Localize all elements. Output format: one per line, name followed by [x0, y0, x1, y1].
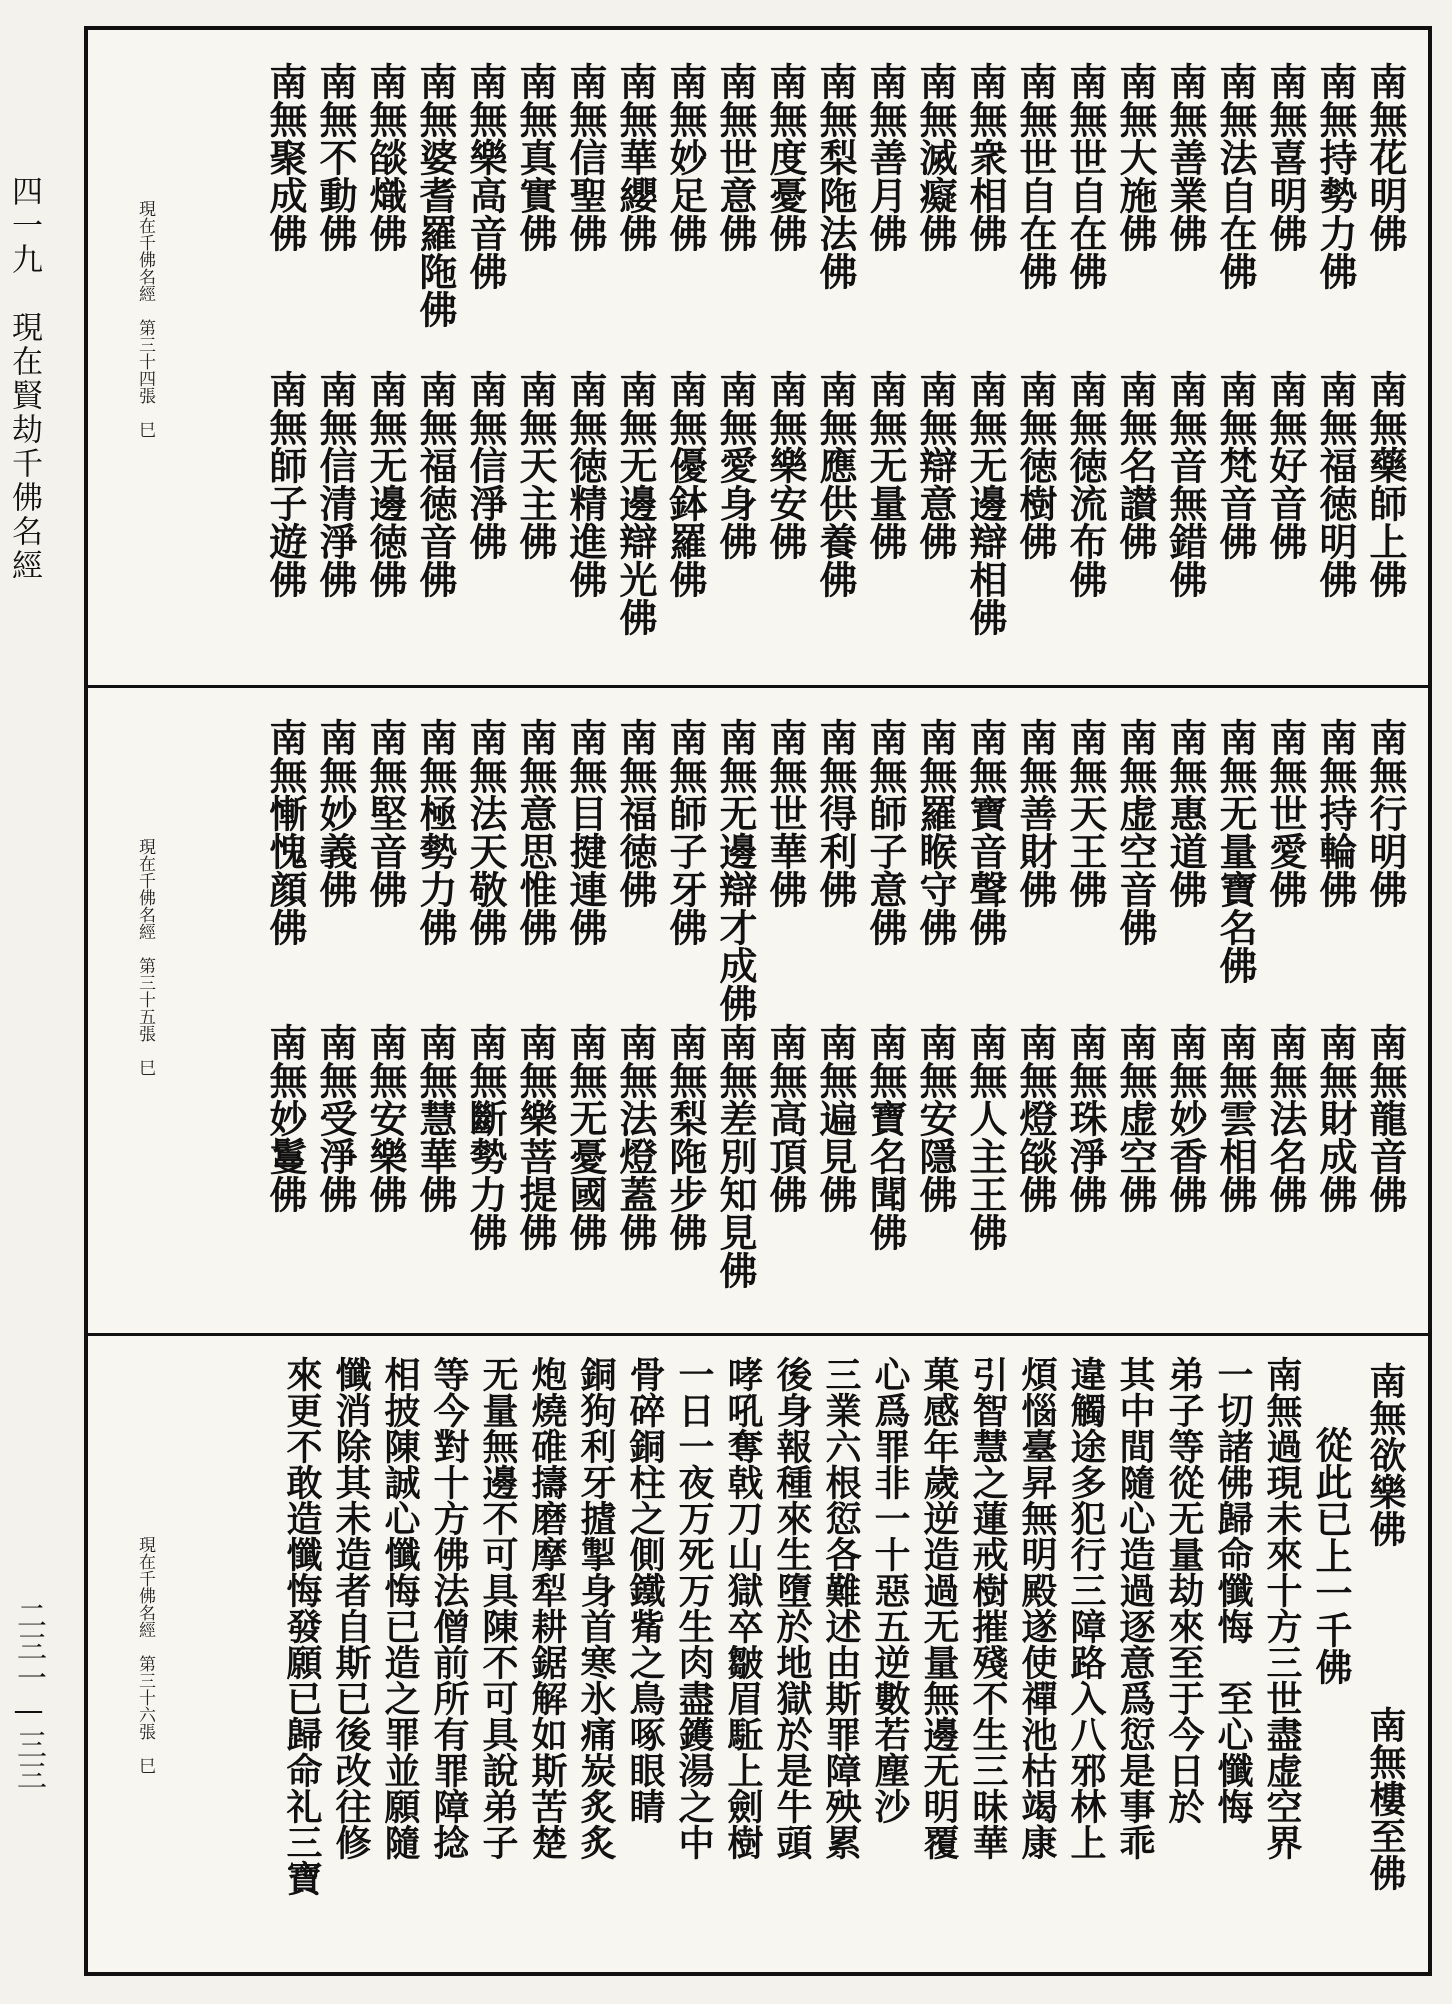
buddha-name: 南無極勢力佛 [413, 718, 458, 946]
buddha-name: 南無寶音聲佛 [963, 718, 1008, 946]
buddha-name: 南無法燈蓋佛 [613, 1023, 658, 1251]
buddha-name: 南無无量寶名佛 [1213, 718, 1258, 984]
buddha-name: 南無福徳佛 [613, 718, 658, 908]
buddha-name: 南無徳樹佛 [1013, 370, 1058, 560]
buddha-name: 南無善財佛 [1013, 718, 1058, 908]
buddha-name: 南無好音佛 [1263, 370, 1308, 560]
buddha-name: 南無財成佛 [1313, 1023, 1358, 1213]
buddha-name: 南無婆耆羅陁佛 [413, 62, 458, 328]
buddha-name: 南無滅癡佛 [913, 62, 958, 252]
buddha-name: 南無遍見佛 [813, 1023, 858, 1213]
buddha-names-upper [260, 718, 1410, 1022]
text-column: 引智慧之蓮戒樹摧殘不生三昧華 [967, 1356, 1009, 1860]
text-column: 其中間隨心造過逐意爲愆是事乖 [1114, 1356, 1156, 1860]
buddha-name: 南無應供養佛 [813, 370, 858, 598]
text-column: 骨碎銅柱之側鐵觜之鳥啄眼睛 [624, 1356, 666, 1824]
buddha-name: 南無人主王佛 [963, 1023, 1008, 1251]
buddha-name: 南無樂高音佛 [463, 62, 508, 290]
text-column: 煩惱臺昇無明殿遂使禪池枯竭康 [1016, 1356, 1058, 1860]
first-name-column-lower [1360, 1706, 1410, 1891]
buddha-name: 南無善月佛 [863, 62, 908, 252]
buddha-name: 南無安樂佛 [363, 1023, 408, 1213]
buddha-name: 南無信聖佛 [563, 62, 608, 252]
buddha-name: 南無得利佛 [813, 718, 858, 908]
buddha-name: 南無持勢力佛 [1313, 62, 1358, 290]
buddha-name: 南無法自在佛 [1213, 62, 1258, 290]
text-column: 等今對十方佛法僧前所有罪障捻 [428, 1356, 470, 1860]
buddha-name: 南無无憂國佛 [563, 1023, 608, 1251]
buddha-name: 南無衆相佛 [963, 62, 1008, 252]
buddha-name: 南無妙鬘佛 [263, 1023, 308, 1213]
buddha-name: 南無音無錯佛 [1163, 370, 1208, 598]
panel-footer: 現在千佛名經 第三十六張 巳 [135, 1536, 155, 1774]
buddha-names-upper [260, 62, 1410, 328]
buddha-name: 南無无邊辯相佛 [963, 370, 1008, 636]
buddha-name: 南無樂菩提佛 [513, 1023, 558, 1251]
buddha-name: 南無天主佛 [513, 370, 558, 560]
panel-36 [88, 1333, 1428, 1975]
buddha-name: 南無无邊徳佛 [363, 370, 408, 598]
buddha-name: 南無師子遊佛 [263, 370, 308, 598]
buddha-name: 南無意思惟佛 [513, 718, 558, 946]
buddha-name: 南無世自在佛 [1063, 62, 1108, 290]
buddha-name: 南無虚空佛 [1113, 1023, 1158, 1213]
buddha-name: 南無世自在佛 [1013, 62, 1058, 290]
buddha-name: 南無法名佛 [1263, 1023, 1308, 1213]
buddha-name: 南無名讃佛 [1113, 370, 1158, 560]
margin-sutra-title: 四一九 現在賢劫千佛名經 [6, 175, 42, 583]
text-column: 銅狗利牙摣掣身首寒氷痛炭炙炙 [575, 1356, 617, 1860]
buddha-name: 南無信清淨佛 [313, 370, 358, 598]
buddha-name: 南無樂安佛 [763, 370, 808, 560]
buddha-name: 南無受淨佛 [313, 1023, 358, 1213]
panel-35 [88, 685, 1428, 1336]
buddha-name: 南無梨陁步佛 [663, 1023, 708, 1251]
buddha-name: 南無徳流布佛 [1063, 370, 1108, 598]
buddha-name: 南無虚空音佛 [1113, 718, 1158, 946]
buddha-name: 南無行明佛 [1363, 718, 1408, 908]
buddha-name: 南無師子牙佛 [663, 718, 708, 946]
buddha-name: 南無不動佛 [313, 62, 358, 252]
buddha-name: 南無愛身佛 [713, 370, 758, 560]
buddha-name: 南無世愛佛 [1263, 718, 1308, 908]
buddha-name: 南無龍音佛 [1363, 1023, 1408, 1213]
buddha-name: 南無福徳音佛 [413, 370, 458, 598]
text-column: 炮燒碓擣磨摩犁耕鋸解如斯苦楚 [526, 1356, 568, 1860]
text-column: 懺消除其未造者自斯已後改往修 [330, 1356, 372, 1860]
buddha-name: 南無天王佛 [1063, 718, 1108, 908]
count-note: 從此已上一千佛 [1309, 1426, 1353, 1685]
text-column: 一日一夜万死万生肉盡鑊湯之中 [673, 1356, 715, 1860]
buddha-name: 南無无邊辯光佛 [613, 370, 658, 636]
buddha-name: 南無堅音佛 [363, 718, 408, 908]
buddha-name: 南無度憂佛 [763, 62, 808, 252]
margin-page-number: 二三一—三三 [11, 1600, 46, 1791]
buddha-name: 南無梨陁法佛 [813, 62, 858, 290]
buddha-name: 南無差別知見佛 [713, 1023, 758, 1289]
buddha-name: 南無无邊辯才成佛 [713, 718, 758, 1022]
buddha-name: 南無惠道佛 [1163, 718, 1208, 908]
buddha-name: 南無燈燄佛 [1013, 1023, 1058, 1213]
buddha-names-lower [260, 1023, 1410, 1289]
text-column: 來更不敢造懺悔發願已歸命礼三寶 [281, 1356, 323, 1896]
buddha-name: 南無藥師上佛 [1363, 370, 1408, 598]
buddha-name: 南無真實佛 [513, 62, 558, 252]
text-column: 弟子等從无量劫來至于今日於 [1163, 1356, 1205, 1824]
buddha-name: 南無梵音佛 [1213, 370, 1258, 560]
buddha-name: 南無信淨佛 [463, 370, 508, 560]
repentance-text [277, 1356, 1306, 1896]
buddha-name: 南無寶名聞佛 [863, 1023, 908, 1251]
buddha-name: 南無羅睺守佛 [913, 718, 958, 946]
page-frame [84, 26, 1432, 1976]
buddha-name: 南無目揵連佛 [563, 718, 608, 946]
buddha-name: 南無高頂佛 [763, 1023, 808, 1213]
buddha-name: 南無燄熾佛 [363, 62, 408, 252]
buddha-name: 南無安隱佛 [913, 1023, 958, 1213]
buddha-name: 南無花明佛 [1363, 62, 1408, 252]
buddha-name: 南無法天敬佛 [463, 718, 508, 946]
buddha-name: 南無慧華佛 [413, 1023, 458, 1213]
buddha-name: 南無雲相佛 [1213, 1023, 1258, 1213]
count-note-column [1306, 1426, 1356, 1685]
text-column: 哮吼奪戟刀山獄卒皺眉駈上劍樹 [722, 1356, 764, 1860]
buddha-name: 南無喜明佛 [1263, 62, 1308, 252]
buddha-name: 南無優鉢羅佛 [663, 370, 708, 598]
buddha-name: 南無華纓佛 [613, 62, 658, 252]
buddha-name: 南無持輪佛 [1313, 718, 1358, 908]
panel-footer: 現在千佛名經 第三十五張 巳 [135, 838, 155, 1076]
text-column: 无量無邊不可具陳不可具說弟子 [477, 1356, 519, 1860]
text-column: 南無過現未來十方三世盡虚空界 [1261, 1356, 1303, 1860]
buddha-name: 南無世意佛 [713, 62, 758, 252]
buddha-name: 南無徳精進佛 [563, 370, 608, 598]
buddha-name: 南無无量佛 [863, 370, 908, 560]
panel-34 [88, 30, 1428, 685]
buddha-name: 南無妙義佛 [313, 718, 358, 908]
text-column: 心爲罪非一十惡五逆數若塵沙 [869, 1356, 911, 1824]
text-column: 菓感年歲逆造過无量無邊无明覆 [918, 1356, 960, 1860]
buddha-name: 南無妙足佛 [663, 62, 708, 252]
buddha-name: 南無辯意佛 [913, 370, 958, 560]
buddha-name: 南無斷勢力佛 [463, 1023, 508, 1251]
buddha-name-lower: 南無樓至佛 [1363, 1706, 1407, 1891]
text-column: 後身報種來生墮於地獄於是牛頭 [771, 1356, 813, 1860]
buddha-name: 南無珠淨佛 [1063, 1023, 1108, 1213]
text-column: 三業六根愆各難述由斯罪障殃累 [820, 1356, 862, 1860]
panel-footer: 現在千佛名經 第三十四張 巳 [135, 200, 155, 438]
buddha-name: 南無福徳明佛 [1313, 370, 1358, 598]
buddha-name: 南無妙香佛 [1163, 1023, 1208, 1213]
buddha-names-lower [260, 370, 1410, 636]
text-column: 一切諸佛歸命懺悔 至心懺悔 [1212, 1356, 1254, 1824]
buddha-name: 南無師子意佛 [863, 718, 908, 946]
buddha-name: 南無世華佛 [763, 718, 808, 908]
buddha-name: 南無慚愧顔佛 [263, 718, 308, 946]
text-column: 違觸途多犯行三障路入八邪林上 [1065, 1356, 1107, 1860]
buddha-name-upper: 南無欲樂佛 [1363, 1362, 1407, 1547]
buddha-name: 南無大施佛 [1113, 62, 1158, 252]
buddha-name: 南無善業佛 [1163, 62, 1208, 252]
text-column: 相披陳誠心懺悔已造之罪並願隨 [379, 1356, 421, 1860]
buddha-name: 南無聚成佛 [263, 62, 308, 252]
